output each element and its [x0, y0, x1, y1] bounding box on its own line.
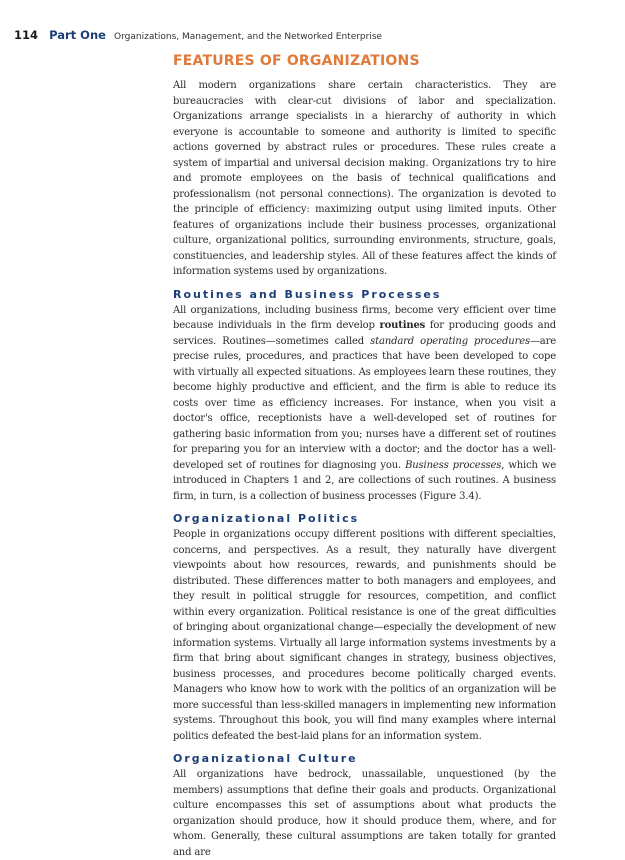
business-processes-term: Business processes: [405, 459, 502, 471]
heading-politics: Organizational Politics: [173, 512, 360, 525]
politics-paragraph: People in organizations occupy different positions with different specialties, concerns, and perspectives. As a result, they naturally have divergent viewpoints about how resources, rewards, and punishments should be distributed. These differences matter to both managers and employees, and they result in political struggle for resources, competition, and conflict within every organization. Political resistance is one of the great difficulties of bringing about organizational change—especially the development of new information systems. Virtually all large information systems investments by a firm that bring about significant changes in strategy, business objectives, business processes, and procedures become politically charged events. Managers who know how to work with the politics of an organization will be more successful than less-skilled managers in implementing new information systems. Throughout this book, you will find many examples where internal politics defeated the best-laid plans for an information system.: [173, 529, 556, 742]
part-label: Part One: [49, 28, 106, 42]
routines-paragraph: [173, 303, 556, 505]
routines-text-2: for producing goods and services. Routines—sometimes called: [173, 320, 556, 347]
culture-paragraph: All organizations have bedrock, unassailable, unquestioned (by the members) assumptions that define their goals and products. Organizational culture encompasses this set of assumptions about what products the organization should produce, how it should produce them, where, and for whom. Generally, these cultural assumptions are taken totally for granted and are: [173, 769, 556, 858]
section-title: FEATURES OF ORGANIZATIONS: [173, 53, 420, 69]
heading-routines: Routines and Business Processes: [173, 287, 442, 301]
routines-term: routines: [379, 320, 426, 331]
part-subtitle: Organizations, Management, and the Networked Enterprise: [114, 32, 383, 42]
routines-text-3: —are precise rules, procedures, and practices that have been developed to cope with virtually all expected situations. As employees learn these routines, they become highly productive and efficient, and the firm is able to reduce its costs over time as efficiency increases. For instance, when you visit a doctor's office, receptionists have a well-developed set of routines for gathering basic information from you; nurses have a different set of routines for preparing you for an interview with a doctor; and the doctor has a well-developed set of routines for diagnosing you.: [173, 335, 557, 471]
routines-text-1: All organizations, including business firms, become very efficient over time because individuals in the firm develop: [173, 304, 556, 331]
heading-culture: Organizational Culture: [173, 752, 358, 765]
routines-text-4: , which we introduced in Chapters 1 and 2, are collections of such routines. A business firm, in turn, is a collection of business processes (Figure 3.4).: [173, 459, 556, 502]
sop-term: standard operating procedures: [370, 335, 530, 347]
intro-paragraph: All modern organizations share certain characteristics. They are bureaucracies with clear-cut divisions of labor and specialization. Organizations arrange specialists in a hierarchy of authority in which everyone is accountable to someone and authority is limited to specific actions governed by abstract rules or procedures. These rules create a system of impartial and universal decision making. Organizations try to hire and promote employees on the basis of technical qualifications and professionalism (not personal connections). The organization is devoted to the principle of efficiency: maximizing output using limited inputs. Other features of organizations include their business processes, organizational culture, organizational politics, surrounding environments, structure, goals, constituencies, and leadership styles. All of these features affect the kinds of information systems used by organizations.: [173, 80, 556, 277]
running-header: [14, 24, 382, 40]
page-body: [173, 52, 556, 860]
page-number: 114: [14, 28, 39, 42]
